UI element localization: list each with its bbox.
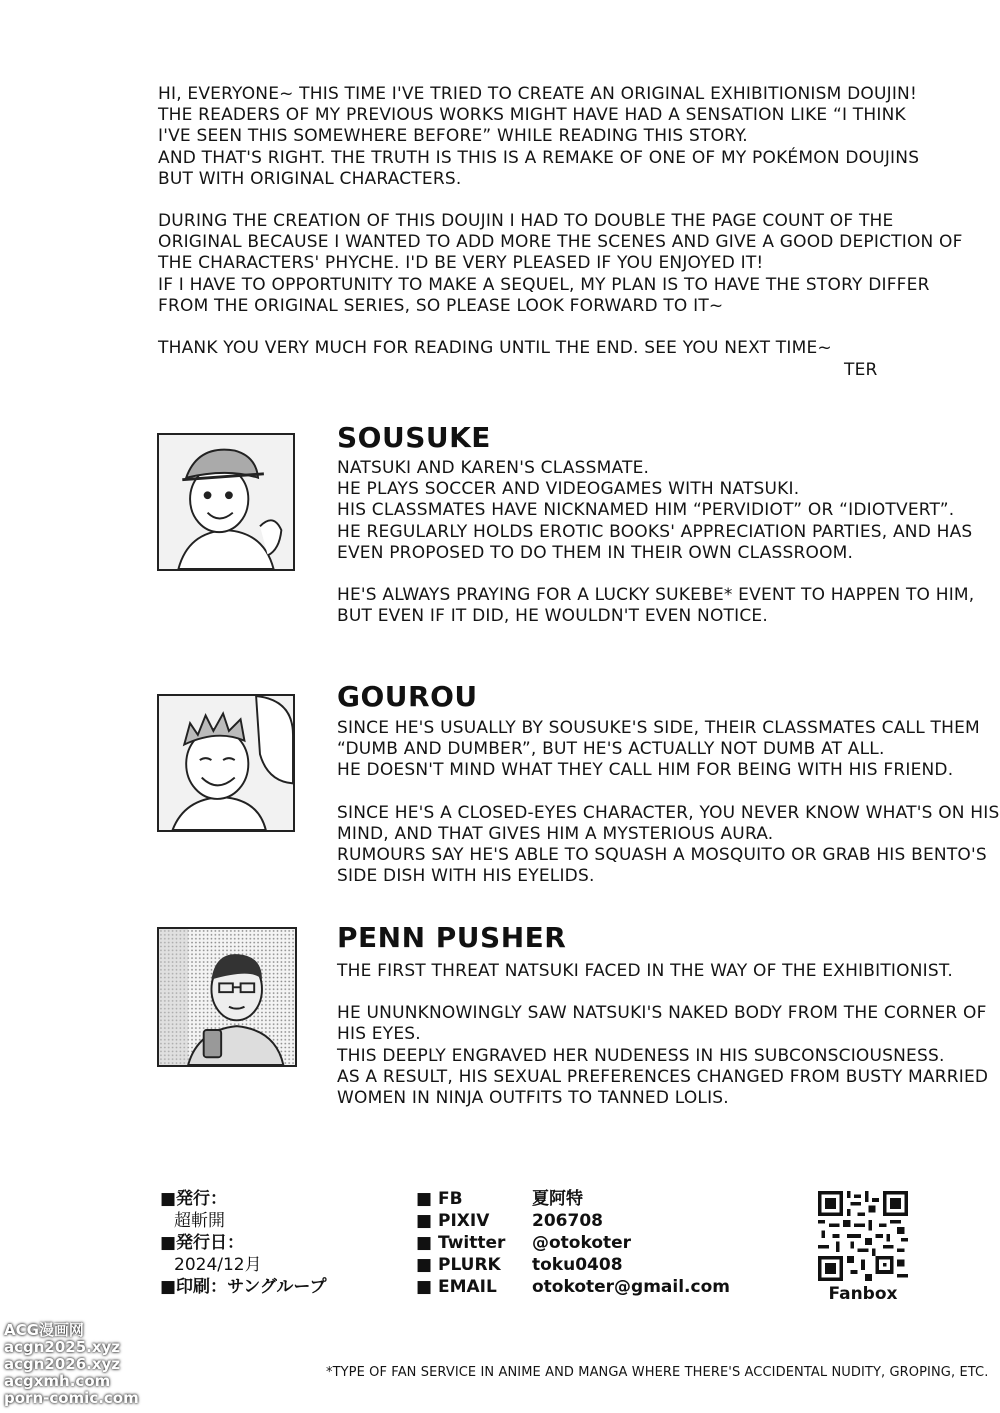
character-description: THE FIRST THREAT NATSUKI FACED IN THE WAY OF THE EXHIBITIONIST. HE UNUNKNOWINGLY SAW NATSUKI'S NAKED BODY FROM THE CORNER OF HIS EYES. THIS DEEPLY ENGRAVED HER NUDENESS IN HIS SUBCONSCIOUSNESS. AS A RESULT, HIS SEXUAL PREFERENCES CHANGED FROM BUSTY MARRIED WOMEN IN NINJA OUTFITS TO TANNED LOLIS. [337, 961, 989, 1109]
site-watermark: ACG漫画网 acgn2025.xyz acgn2026.xyz acgxmh.com porn-comic.com [4, 1321, 139, 1407]
character-name: GOUROU [337, 680, 478, 713]
gourou-portrait-image [159, 696, 293, 830]
social-fb: ■ FB 夏阿特 [416, 1189, 583, 1209]
character-description: NATSUKI AND KAREN'S CLASSMATE. HE PLAYS SOCCER AND VIDEOGAMES WITH NATSUKI. HIS CLASSMATES HAVE NICKNAMED HIM “PERVIDIOT” OR “IDIOTVERT”. HE REGULARLY HOLDS EROTIC BOOKS' APPRECIATION PARTIES, AND HAS EVEN PROPOSED TO DO THEM IN THEIR OWN CLASSROOM. HE'S ALWAYS PRAYING FOR A LUCKY SUKEBE* EVENT TO HAPPEN TO HIM, BUT EVEN IF IT DID, HE WOULDN'T EVEN NOTICE. [337, 458, 975, 627]
fanbox-qr-code [818, 1191, 908, 1281]
author-signature: TER [844, 360, 878, 380]
gourou-portrait [157, 694, 295, 832]
penn-pusher-portrait-image [159, 929, 295, 1065]
social-plurk: ■ PLURK toku0408 [416, 1255, 623, 1275]
afterword-paragraph-3: THANK YOU VERY MUCH FOR READING UNTIL THE END. SEE YOU NEXT TIME~ [158, 338, 832, 359]
character-name: SOUSUKE [337, 421, 491, 454]
character-description: SINCE HE'S USUALLY BY SOUSUKE'S SIDE, THEIR CLASSMATES CALL THEM “DUMB AND DUMBER”, BUT HE'S ACTUALLY NOT DUMB AT ALL. HE DOESN'T MIND WHAT THEY CALL HIM FOR BEING WITH HIS FRIEND. SINCE HE'S A CLOSED-EYES CHARACTER, YOU NEVER KNOW WHAT'S ON HIS MIND, AND THAT GIVES HIM A MYSTERIOUS AURA. RUMOURS SAY HE'S ABLE TO SQUASH A MOSQUITO OR GRAB HIS BENTO'S SIDE DISH WITH HIS EYELIDS. [337, 718, 1000, 887]
afterword-paragraph-2: DURING THE CREATION OF THIS DOUJIN I HAD TO DOUBLE THE PAGE COUNT OF THE ORIGINAL BECAUSE I WANTED TO ADD MORE THE SCENES AND GIVE A GOOD DEPICTION OF THE CHARACTERS' PHYCHE. I'D BE VERY PLEASED IF YOU ENJOYED IT! IF I HAVE TO OPPORTUNITY TO MAKE A SEQUEL, MY PLAN IS TO HAVE THE STORY DIFFER FROM THE ORIGINAL SERIES, SO PLEASE LOOK FORWARD TO IT~ [158, 211, 963, 316]
sousuke-portrait-image [159, 435, 293, 569]
social-links [416, 1188, 730, 1298]
date-label: ■発行日： [160, 1233, 245, 1253]
afterword-text [158, 84, 963, 380]
publisher-label: ■発行： [160, 1189, 228, 1209]
social-twitter: ■ Twitter @otokoter [416, 1233, 632, 1253]
fanbox-label: Fanbox [828, 1284, 898, 1304]
publication-credits [160, 1188, 327, 1298]
printer-row: ■印刷：サングループ [160, 1277, 327, 1297]
social-pixiv: ■ PIXIV 206708 [416, 1211, 603, 1231]
penn-pusher-portrait [157, 927, 297, 1067]
footnote: *TYPE OF FAN SERVICE IN ANIME AND MANGA WHERE THERE'S ACCIDENTAL NUDITY, GROPING, ETC. [326, 1365, 989, 1380]
character-name: PENN PUSHER [337, 921, 567, 954]
date-value: 2024/12月 [174, 1255, 262, 1275]
sousuke-portrait [157, 433, 295, 571]
publisher-value: 超斬開 [174, 1211, 225, 1231]
social-email: ■ EMAIL otokoter@gmail.com [416, 1277, 730, 1297]
afterword-paragraph-1: HI, EVERYONE~ THIS TIME I'VE TRIED TO CREATE AN ORIGINAL EXHIBITIONISM DOUJIN! THE READERS OF MY PREVIOUS WORKS MIGHT HAVE HAD A SENSATION LIKE “I THINK I'VE SEEN THIS SOMEWHERE BEFORE” WHILE READING THIS STORY. AND THAT'S RIGHT. THE TRUTH IS THIS IS A REMAKE OF ONE OF MY POKÉMON DOUJINS BUT WITH ORIGINAL CHARACTERS. [158, 84, 920, 189]
